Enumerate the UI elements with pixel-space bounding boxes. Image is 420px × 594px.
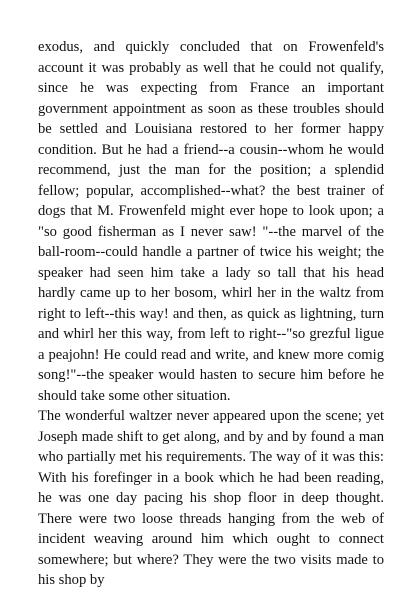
page-body [38,37,384,591]
paragraph-1: exodus, and quickly concluded that on Frowenfeld's account it was probably as well that he could not qualify, since he was expecting from France an important government appointment as soon as these troubles should be settled and Louisiana restored to her former happy condition. But he had a friend--a cousin--whom he would recommend, just the man for the position; a splendid fellow; popular, accomplished--what? the best trainer of dogs that M. Frowenfeld might ever hope to look upon; a "so good fisherman as I never saw! "--the marvel of the ball-room--could handle a partner of twice his weight; the speaker had seen him take a lady so tall that his head hardly came up to her bosom, whirl her in the waltz from right to left--this way! and then, as quick as lightning, turn and whirl her this way, from left to right--"so grezful ligue a peajohn! He could read and write, and knew more comig song!"--the speaker would hasten to secure him before he should take some other situation. [38,39,384,404]
paragraph-2: The wonderful waltzer never appeared upon the scene; yet Joseph made shift to get along, and by and by found a man who partially met his requirements. The way of it was this: With his forefinger in a book which he had been reading, he was one day pacing his shop floor in deep thought. There were two loose threads hanging from the web of incident weaving around him which ought to connect somewhere; but where? They were the two visits made to his shop by [38,408,384,588]
